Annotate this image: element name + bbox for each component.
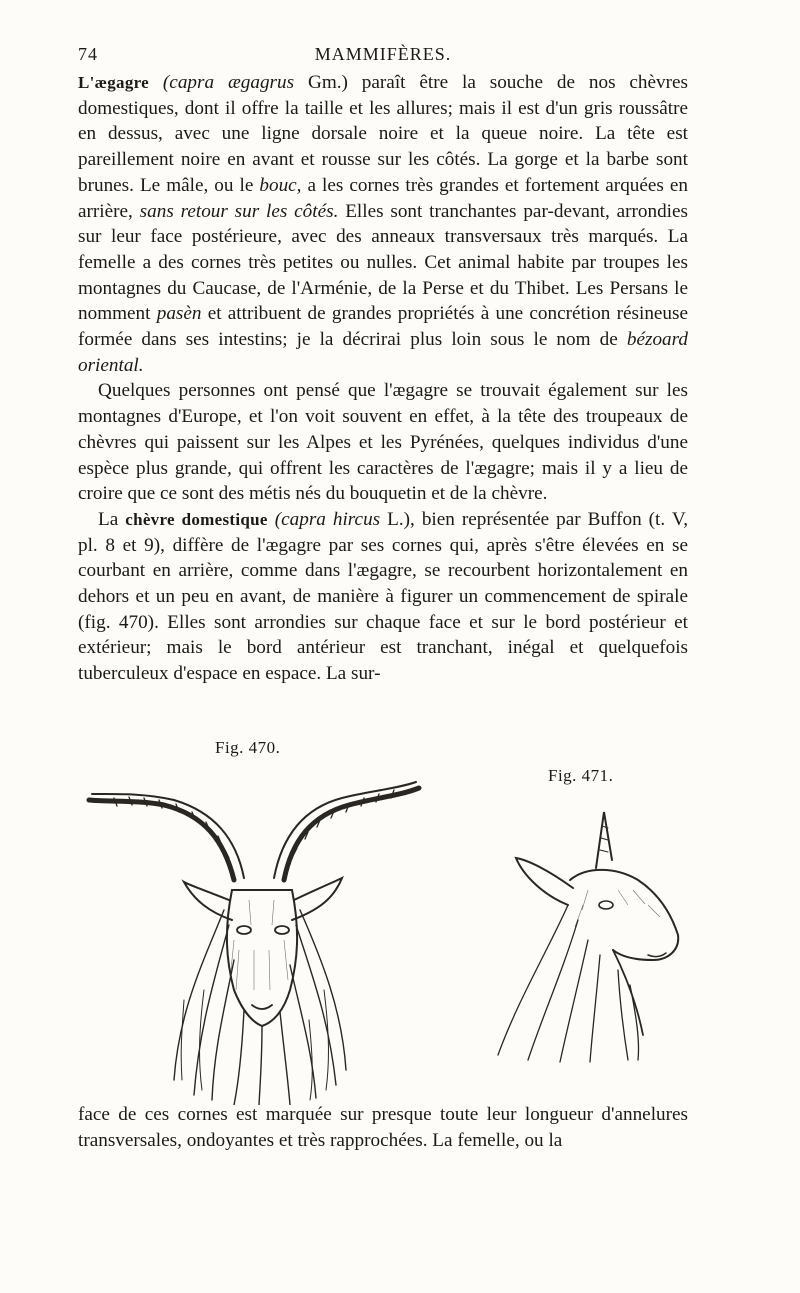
term-aegagre: L'ægagre	[78, 73, 150, 92]
fig-470-label: Fig. 470.	[215, 738, 281, 757]
goat-head-illustration-470	[84, 760, 424, 1105]
term-pasen: pasèn	[156, 303, 202, 325]
text-span: L.), bien représentée par Buffon (t. V, pl. 8 et 9), diffère de l'ægagre par ses cornes qui, après s'être élevées en se courbant en arrière, comme dans l'ægagre, se recourbent horizontalement en dehors et un peu en avant, de manière à figurer un commencement de spirale (fig. 470). Elles sont arrondies sur chaque face et sur le bord postérieur et extérieur; mais le bord antérieur est tranchant, inégal et quelquefois tuberculeux d'espace en espace. La sur-	[78, 508, 689, 685]
paragraph-chevre-domestique	[78, 507, 688, 687]
continued-text	[78, 1102, 688, 1153]
running-title: MAMMIFÈRES.	[314, 44, 452, 64]
paragraph-continued: face de ces cornes est marquée sur presque toute leur longueur d'annelures transversales, ondoyantes et très rapprochées. La femelle, ou la	[78, 1104, 688, 1151]
body-text	[78, 70, 688, 687]
text-span: a les cornes très grandes et fortement arquées en arrière,	[78, 174, 689, 222]
fig-471-label: Fig. 471.	[548, 766, 614, 785]
text-span: et attribuent de grandes propriétés à une concrétion résineuse formée dans ses intestins; je la décrirai plus loin sous le nom de	[78, 303, 689, 351]
paragraph-aegagre	[78, 70, 688, 378]
text-span: Gm.) paraît être la souche de nos chèvres domestiques, dont il offre la taille et les allures; mais il est d'un gris roussâtre en dessus, avec une ligne dorsale noire et la queue noire. La tête est pareillement noire en avant et rousse sur les côtés. La gorge et la barbe sont brunes. Le mâle, ou le	[78, 72, 689, 196]
latin-name-hircus: (capra hircus	[274, 508, 381, 530]
paragraph-europe: Quelques personnes ont pensé que l'ægagre se trouvait également sur les montagnes d'Europe, et l'on voit souvent en effet, à la tête des troupeaux de chèvres qui paissent sur les Alpes et les Pyrénées, quelques individus d'une espèce plus grande, qui offrent les caractères de l'ægagre; mais il y a lieu de croire que ce sont des métis nés du bouquetin et de la chèvre.	[78, 380, 688, 505]
latin-name-aegagrus: (capra ægagrus	[162, 72, 295, 93]
running-head	[78, 44, 688, 70]
term-bezoard: bézoard oriental.	[78, 329, 688, 376]
emphasis-sans-retour: sans retour sur les côtés.	[139, 200, 339, 222]
text-span: La	[98, 508, 126, 530]
figures-area	[0, 730, 800, 1100]
text-span: Elles sont tranchantes par-devant, arrondies sur leur face postérieure, avec des anneaux transversaux très marqués. La femelle a des cornes très petites ou nulles. Cet animal habite par troupes les montagnes du Caucase, de l'Arménie, de la Perse et du Thibet. Les Persans le nomment	[78, 200, 688, 325]
page-number: 74	[78, 44, 98, 64]
term-bouc: bouc,	[259, 174, 302, 196]
term-chevre-domestique: chèvre domestique	[125, 509, 268, 529]
goat-head-illustration-471	[488, 810, 688, 1065]
